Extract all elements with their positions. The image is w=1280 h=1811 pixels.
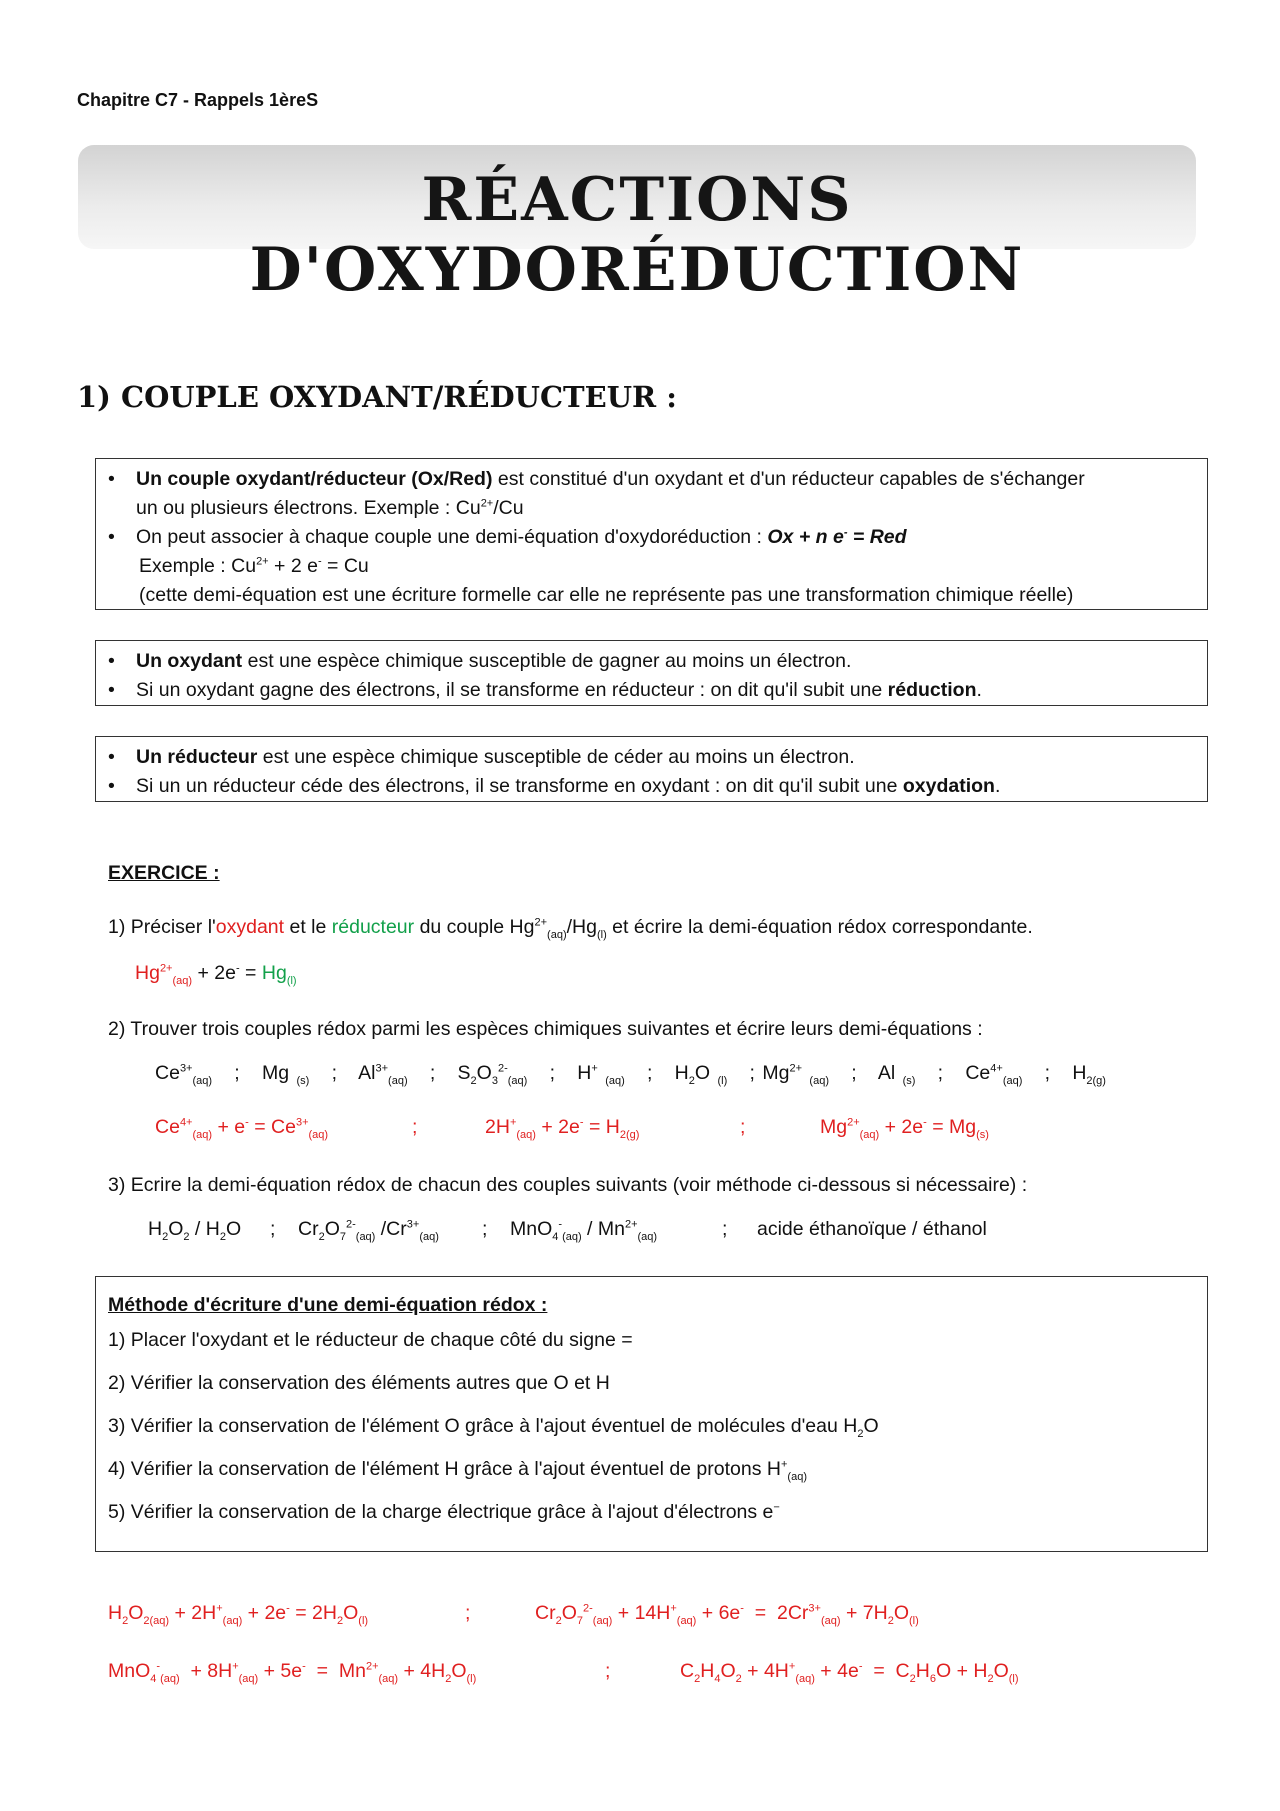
method-title: Méthode d'écriture d'une demi-équation rédox :	[108, 1294, 548, 1316]
section-1-title: 1) COUPLE OXYDANT/RÉDUCTEUR :	[77, 380, 677, 414]
bullet-half-equation: • On peut associer à chaque couple une demi-équation d'oxydoréduction : Ox + n e- = Red	[136, 523, 1199, 552]
definition-box-couple	[95, 458, 1208, 610]
bullet-oxydant-def: • Un oxydant est une espèce chimique susceptible de gagner au moins un électron.	[136, 647, 1199, 676]
bullet-oxydation: • Si un un réducteur céde des électrons, il se transforme en oxydant : on dit qu'il subit une oxydation.	[136, 772, 1199, 801]
example-line: Exemple : $Cu^{2+} + 2$ e- = Cu	[139, 555, 369, 577]
method-step-2: 2) Vérifier la conservation des éléments autres que O et H	[108, 1372, 610, 1394]
method-box	[95, 1276, 1208, 1552]
bullet-couple: • Un couple oxydant/réducteur (Ox/Red) est constitué d'un oxydant et d'un réducteur capables de s'échanger un ou plusieurs électrons. Exemple : $Cu^{2+}/Cu$	[136, 465, 1199, 523]
definition-box-reducteur	[95, 736, 1208, 802]
title-banner	[78, 145, 1196, 305]
answer-1: $Hg^{2+}_{(aq)} + 2e^- = Hg_{(l)}$	[135, 962, 297, 987]
species-list: $Ce^{3+}_{(aq)}$ ; Mg $_{(s)}$ ; $Al^{3+}_{(aq)}$ ; $S_2O_3^{2-}_{(aq)}$ ; H+ $_{(aq)}$ ; $H_2O$ $_{(l)}$ ; $Mg^{2+}$ $_{(aq)}$ ; Al $_{(s)}$ ; $Ce^{4+}_{(aq)}$ ; $H_{2(g)}$	[155, 1062, 1106, 1087]
chapter-label: Chapitre C7 - Rappels 1èreS	[77, 90, 319, 110]
question-2: 2) Trouver trois couples rédox parmi les espèces chimiques suivantes et écrire leurs demi-équations :	[108, 1018, 983, 1040]
example-note: (cette demi-équation est une écriture formelle car elle ne représente pas une transformation chimique réelle)	[139, 584, 1074, 606]
method-step-5: 5) Vérifier la conservation de la charge électrique grâce à l'ajout d'électrons e−	[108, 1501, 780, 1523]
definition-box-oxydant	[95, 640, 1208, 706]
method-step-1: 1) Placer l'oxydant et le réducteur de chaque côté du signe =	[108, 1329, 633, 1351]
page-title: RÉACTIONS D'OXYDORÉDUCTION	[249, 165, 1025, 305]
question-1: 1) Préciser l'oxydant et le réducteur du couple $Hg^{2+}_{(aq)}/Hg_{(l)}$ et écrire la demi-équation rédox correspondante.	[108, 916, 1033, 941]
bullet-reduction: • Si un oxydant gagne des électrons, il se transforme en réducteur : on dit qu'il subit une réduction.	[136, 676, 1199, 705]
question-3: 3) Ecrire la demi-équation rédox de chacun des couples suivants (voir méthode ci-dessous si nécessaire) :	[108, 1174, 1028, 1196]
bullet-reducteur-def: • Un réducteur est une espèce chimique susceptible de céder au moins un électron.	[136, 743, 1199, 772]
method-step-4: 4) Vérifier la conservation de l'élément H grâce à l'ajout éventuel de protons $H^+_{(aq)}$	[108, 1458, 807, 1483]
exercise-heading: EXERCICE :	[108, 862, 220, 884]
method-step-3: 3) Vérifier la conservation de l'élément O grâce à l'ajout éventuel de molécules d'eau $H_2O$	[108, 1415, 879, 1440]
